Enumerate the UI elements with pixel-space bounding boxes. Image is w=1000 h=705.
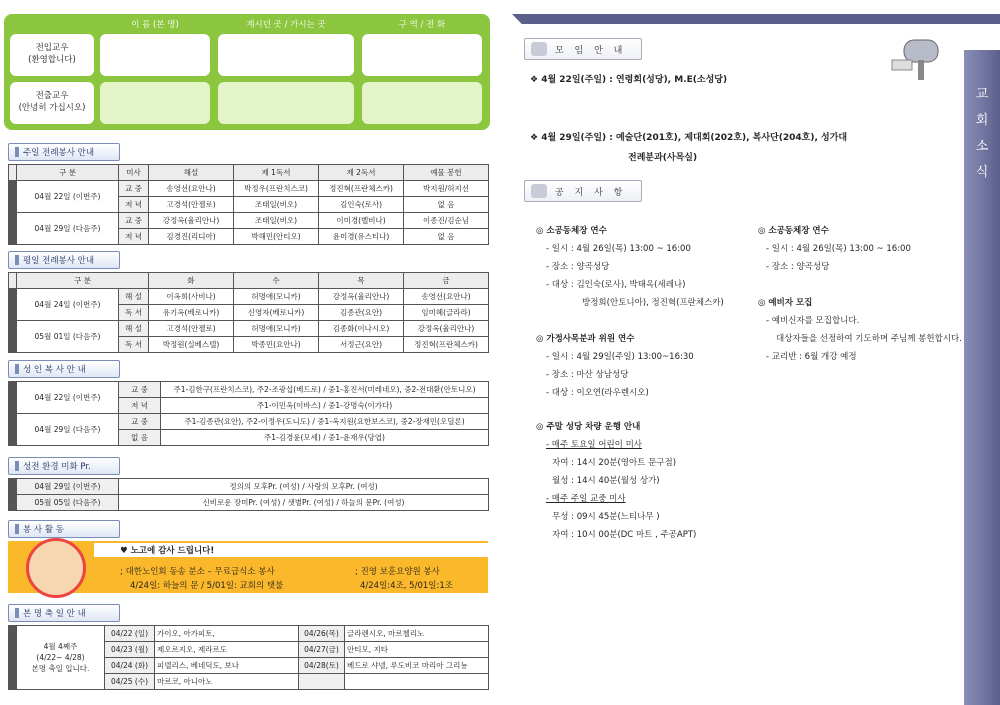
beautification-title: 성전 환경 미화 Pr. [8,457,120,475]
service-left-line1: ; 대한노인회 동송 분소 – 무료급식소 봉사 [120,567,275,577]
notice-1-title: ◎ 소공동체장 연수 [536,226,607,236]
notice-2-time: - 일시 : 4월 26일(목) 13:00 ~ 16:00 [766,244,911,254]
meeting-title: 모 임 안 내 [524,38,642,60]
outgoing-place-field [218,82,354,124]
weekday-title: 평일 전례봉사 안내 [8,251,120,269]
notice-3-title: ◎ 예비자 모집 [758,298,813,308]
notice-5-line2: 자여 : 14시 20분(영아트 문구점) [552,458,677,468]
volunteer-illustration [26,538,86,598]
notice-2-title: ◎ 소공동체장 연수 [758,226,829,236]
altar-server-table: 04월 22일 (이번주) 교 중 주1-김한구(프란치스코), 주2-조광섭(베드로) / 중1-홍진서(미레네오), 중2-전대환(안토니오) 저 녁 주1-이민옥(이바스) / 중1-강명숙(이가다) 04월 29일 (다음주) 교 중 주1-김종관(요안), 주2-이정우(도니도) / 중1-옥지원(요한보스코), 중2-장재민(오딜론) 없 음 주1-김경윤(모세) / 중1-윤재우(당엽) [8,381,489,446]
notice-4-target: - 대상 : 이오연(라우렌시오) [546,388,649,398]
right-top-bar [512,14,1000,24]
meeting-line-2: ❖ 4월 29일(주일) : 예술단(201호), 제대회(202호), 복사단(204호), 성가대 [530,133,848,143]
outgoing-name-field [100,82,210,124]
mailbox-icon [890,30,946,82]
notice-5-line5: 무성 : 09시 45분(느티나무 ) [552,512,660,522]
notice-4-place: - 장소 : 마산 상남성당 [546,370,629,380]
meeting-line-1: ❖ 4월 22일(주일) : 연령회(성당), M.E(소성당) [530,75,728,85]
col-district-header: 구 역 / 전 화 [398,20,446,30]
service-right-line1: ; 진영 보훈요양원 봉사 [355,567,440,577]
notice-3-line2: 대상자들을 선정하여 기도하며 주님께 봉헌합시다. [776,334,962,344]
altar-server-title: 성 인 복 사 안 내 [8,360,120,378]
notice-5-line4: - 매주 주일 교중 미사 [546,494,626,504]
outgoing-district-field [362,82,482,124]
notice-title: 공 지 사 항 [524,180,642,202]
incoming-district-field [362,34,482,76]
notice-2-place: - 장소 : 양곡성당 [766,262,830,272]
service-left-line2: 4/24일: 하늘의 문 / 5/01일: 교회의 탯불 [130,581,284,591]
meeting-line-2b: 전례분과(사목실) [628,153,698,163]
outgoing-label: 전출교우 (안녕히 가십시오) [10,82,94,124]
feast-title: 본 명 축 일 안 내 [8,604,120,622]
col-name-header: 이 름 (본 명) [131,20,179,30]
beautification-table: 04월 29일 (이번주) 정의의 모후Pr. (여성) / 사랑의 모후Pr. (여성) 05월 05일 (다음주) 신비로운 장미Pr. (여성) / 샛별Pr. (여성) / 하늘의 문Pr. (여성) [8,478,489,511]
weekday-table: 구 분 화 수 목 금 04월 24일 (이번주) 해 설 이옥희(사비나) 허명애(모니카) 강정옥(율리안나) 송영선(요안나) 독 서 유기옥(베로니카) 신영자(베로니카) 김종관(요안) 임미혜(글라라) 05월 01일 (다음주) 해 설 고경석(안젤로) 허명애(모니카) 김종화(이나시오) 강정옥(율리안나) 독 서 박정원(실베스텔) 박종민(요안나) 서정근(요안) 정진혁(프란체스카) [8,272,489,353]
incoming-place-field [218,34,354,76]
notice-3-line1: - 예비신자를 모집합니다. [766,316,860,326]
feast-table: 4월 4째주 (4/22~ 4/28) 본명 축일 입니다. 04/22 (일) 가이오, 아가피토, 04/26(목) 글라렌시오, 마르첼리노 04/23 (월) 제오르지오, 제라르도 04/27(금) 안티모, 지타 04/24 (화) 피델리스, 베네딕도, 보나 04/28(토) 베드로 샤넬, 루도비코 마리아 그리뇽 04/25 (수) 마르코, 아니아노 [8,625,489,690]
notice-1-time: - 일시 : 4월 26일(목) 13:00 ~ 16:00 [546,244,691,254]
service-right-line2: 4/24일:4조, 5/01일:1조 [360,581,453,591]
notice-5-title: ◎ 주말 성당 차량 운행 안내 [536,422,641,432]
notice-1-target2: 방정희(안토니아), 정진혁(프란체스카) [582,298,724,308]
notice-3-line3: - 교리반 : 6월 개강 예정 [766,352,857,362]
right-side-bar: 교 회 소 식 [964,50,1000,705]
sunday-table: 구 분 미사 해설 제 1독서 제 2독서 예물 봉헌 04월 22일 (이번주) 교 중 송영선(요안나) 박정우(프란치스코) 정진혁(프란체스카) 박지원/허지선 저 녁 고경석(안젤로) 조태일(비오) 김인숙(로사) 없 음 04월 29일 (다음주) 교 중 강정옥(율리안나) 조태일(비오) 이미경(벨비나) 이종진/김순님 저 녁 김경진(리디아) 박해민(안티오) 윤미경(유스티나) 없 음 [8,164,489,245]
notice-4-time: - 일시 : 4월 29일(주일) 13:00~16:30 [546,352,694,362]
incoming-name-field [100,34,210,76]
notice-4-title: ◎ 가정사목분과 위원 연수 [536,334,635,344]
thanks-text: ♥ 노고에 감사 드립니다! [120,546,215,556]
sunday-title: 주일 전례봉사 안내 [8,143,120,161]
notice-1-place: - 장소 : 양곡성당 [546,262,610,272]
notice-5-line3: 월성 : 14시 40분(월성 상가) [552,476,660,486]
incoming-label: 전입교우 (환영합니다) [10,34,94,76]
notice-5-line6: 자여 : 10시 00분(DC 마트 , 주공APT) [552,530,697,540]
notice-5-line1: - 매주 토요일 어린이 미사 [546,440,642,450]
service-title: 봉 사 활 동 [8,520,120,538]
notice-1-target: - 대상 : 김인숙(로사), 박태옥(세레나) [546,280,686,290]
col-place-header: 계시던 곳 / 가시는 곳 [246,20,326,30]
